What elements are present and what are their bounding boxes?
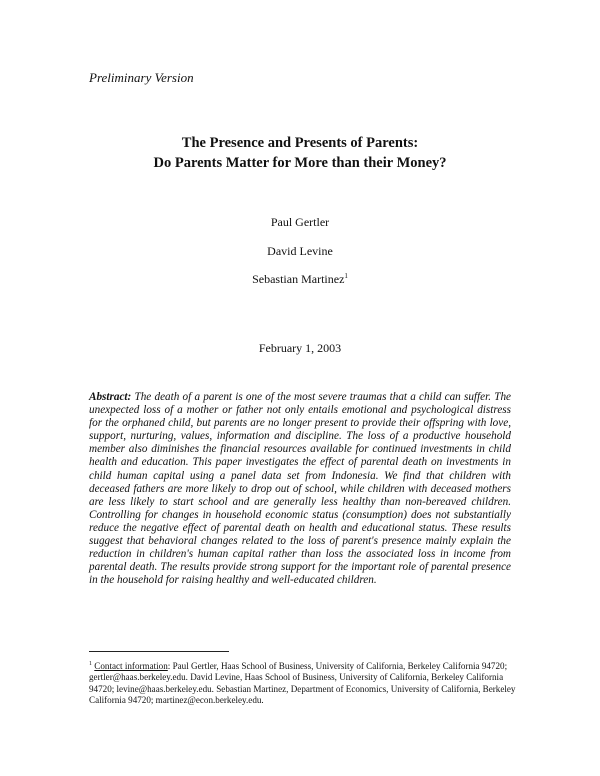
- abstract-text: The death of a parent is one of the most severe traumas that a child can suffer. The unexpected loss of a mother or father not only entails emotional and psychological distress for the orphaned child, but parents are no longer present to provide their offspring with love, support, nurturing, values, information and discipline. The loss of a productive household member also diminishes the financial resources available for continued investments in child health and education. This paper investigates the effect of parental death on investments in child human capital using a panel data set from Indonesia. We find that children with deceased fathers are more likely to drop out of school, while children with deceased mothers are less likely to start school and are generally less healthy than non-bereaved children. Controlling for changes in household economic status (consumption) does not substantially reduce the negative effect of parental death on health and educational status. These results suggest that behavioral changes related to the loss of parent's presence mainly explain the reduction in children's human capital rather than loss the associated loss in income from parental death. The results provide strong support for the important role of parental presence in the household for raising healthy and well-educated children.: [89, 391, 512, 587]
- footnote: [89, 659, 519, 707]
- footnote-text: : Paul Gertler, Haas School of Business, University of California, Berkeley California 94720; gertler@haas.berkeley.edu. David Levine, Haas School of Business, University of California, Berkeley California 94720; levine@haas.berkeley.edu. Sebastian Martinez, Department of Economics, University of California, Berkeley California 94720; martinez@econ.berkeley.edu.: [89, 661, 516, 706]
- paper-title-line-2: Do Parents Matter for More than their Money?: [153, 155, 447, 171]
- author-2: David Levine: [267, 244, 333, 258]
- paper-date: February 1, 2003: [258, 341, 342, 355]
- footnote-divider: [89, 651, 229, 652]
- author-3-footnote-marker: 1: [344, 272, 348, 280]
- author-1: Paul Gertler: [270, 215, 330, 229]
- footnote-marker: 1: [89, 661, 92, 667]
- paper-title-line-1: The Presence and Presents of Parents:: [181, 135, 419, 151]
- author-3-name: Sebastian Martinez: [252, 272, 345, 286]
- version-label: Preliminary Version: [89, 70, 194, 85]
- abstract-label: Abstract:: [89, 391, 132, 403]
- footnote-label: Contact information: [94, 661, 168, 672]
- paper-title: [0, 133, 600, 173]
- abstract: [89, 391, 511, 587]
- author-3: [0, 272, 600, 287]
